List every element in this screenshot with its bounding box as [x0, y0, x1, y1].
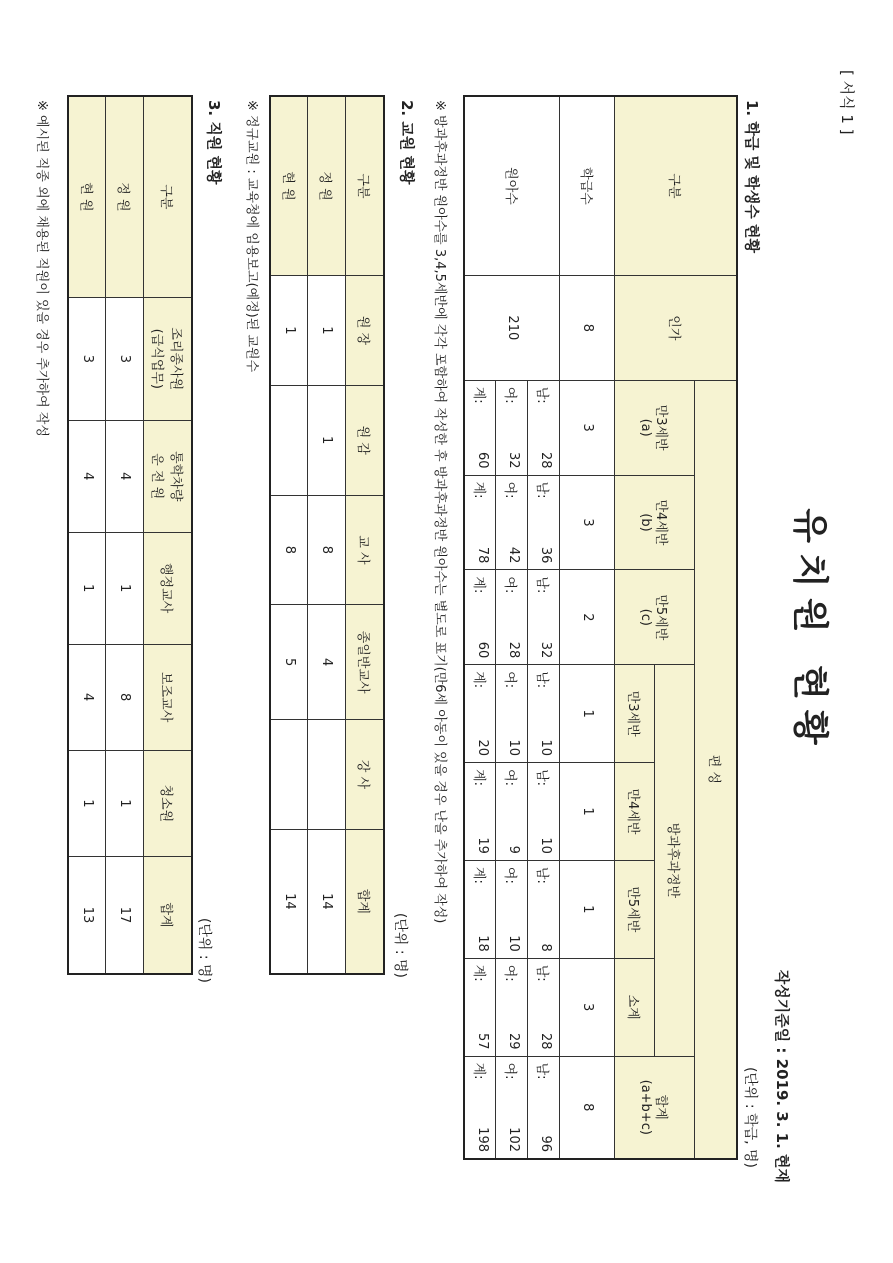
students-inga: 210 — [464, 275, 560, 380]
teacher-header-director: 원 장 — [346, 276, 384, 386]
students-age3-t: 계: 60 — [464, 380, 496, 475]
section2-unit: (단위 : 명) — [392, 912, 408, 978]
form-number: [ 서식 1 ] — [838, 70, 856, 135]
section1-heading: 1. 학급 및 학생수 현황 — [743, 100, 761, 253]
students-after-age3-f: 여: 10 — [496, 665, 528, 763]
staff-row-label: 정 원 — [106, 96, 144, 297]
header-age4: 만4세반 (b) — [615, 475, 695, 570]
students-age5-f: 여: 28 — [496, 570, 528, 665]
class-after-age5: 1 — [560, 860, 615, 958]
teacher-cell: 14 — [270, 829, 308, 974]
students-subtotal-m: 남: 28 — [528, 958, 560, 1056]
section2-heading: 2. 교원 현황 — [398, 100, 416, 185]
teacher-cell — [308, 720, 346, 830]
teacher-header-lecturer: 강 사 — [346, 720, 384, 830]
students-age4-t: 계: 78 — [464, 475, 496, 570]
students-age4-f: 여: 42 — [496, 475, 528, 570]
students-age5-m: 남: 32 — [528, 570, 560, 665]
header-inga: 인가 — [615, 275, 737, 380]
class-age5: 2 — [560, 570, 615, 665]
students-after-age4-t: 계: 19 — [464, 763, 496, 861]
students-after-age5-m: 남: 8 — [528, 860, 560, 958]
header-after-age4: 만4세반 — [615, 763, 655, 861]
staff-header-cook: 조리종사원 (급식업무) — [144, 297, 192, 420]
section3-heading: 3. 직원 현황 — [205, 100, 223, 185]
class-total: 8 — [560, 1056, 615, 1159]
class-after-age4: 1 — [560, 763, 615, 861]
section2-note: ※ 정규교원 : 교육청에 임용보고(예정)된 교원수 — [244, 100, 259, 373]
staff-table — [67, 95, 193, 975]
staff-cell: 1 — [106, 750, 144, 856]
teacher-cell: 1 — [308, 276, 346, 386]
staff-cell: 17 — [106, 857, 144, 974]
students-total-m: 남: 96 — [528, 1056, 560, 1159]
students-total-f: 여: 102 — [496, 1056, 528, 1159]
header-after-age3: 만3세반 — [615, 665, 655, 763]
section1-note: ※ 방과후과정반 원아수를 3,4,5세반에 각각 포함하여 작성한 후 방과후과정반 원아수는 별도로 표기(만6세 아동이 있을 경우 난을 추가하여 작성) — [432, 100, 447, 924]
students-subtotal-t: 계: 57 — [464, 958, 496, 1056]
header-after-age5: 만5세반 — [615, 860, 655, 958]
teacher-cell: 5 — [270, 605, 308, 720]
header-pyeonseong: 편 성 — [695, 380, 737, 1159]
students-age3-m: 남: 28 — [528, 380, 560, 475]
staff-cell: 1 — [68, 750, 106, 856]
staff-cell: 8 — [106, 644, 144, 750]
teacher-cell — [270, 385, 308, 495]
students-age5-t: 계: 60 — [464, 570, 496, 665]
base-date: 작성기준일 : 2019. 3. 1. 현재 — [773, 969, 791, 1183]
class-after-age3: 1 — [560, 665, 615, 763]
teacher-header-total: 합계 — [346, 829, 384, 974]
class-subtotal: 3 — [560, 958, 615, 1056]
class-age3: 3 — [560, 380, 615, 475]
teacher-header-vice-director: 원 감 — [346, 385, 384, 495]
teacher-header-teacher: 교 사 — [346, 495, 384, 605]
teacher-header-fullday: 종일반교사 — [346, 605, 384, 720]
students-after-age3-t: 계: 20 — [464, 665, 496, 763]
teacher-cell: 8 — [308, 495, 346, 605]
page-title: 유치원 현황 — [789, 508, 830, 755]
class-inga: 8 — [560, 275, 615, 380]
students-after-age4-m: 남: 10 — [528, 763, 560, 861]
students-total-t: 계: 198 — [464, 1056, 496, 1159]
students-subtotal-f: 여: 29 — [496, 958, 528, 1056]
students-age3-f: 여: 32 — [496, 380, 528, 475]
teacher-cell: 4 — [308, 605, 346, 720]
staff-cell: 4 — [68, 644, 106, 750]
staff-cell: 1 — [106, 532, 144, 644]
class-student-table — [463, 95, 738, 1160]
students-after-age5-f: 여: 10 — [496, 860, 528, 958]
row-label-class: 학급수 — [560, 96, 615, 275]
staff-cell: 3 — [106, 297, 144, 420]
teacher-cell: 14 — [308, 829, 346, 974]
teacher-cell: 1 — [308, 385, 346, 495]
staff-cell: 13 — [68, 857, 106, 974]
teacher-row-label: 정 원 — [308, 96, 346, 276]
teacher-cell: 1 — [270, 276, 308, 386]
row-label-students: 원아수 — [464, 96, 560, 275]
header-age3: 만3세반 (a) — [615, 380, 695, 475]
students-after-age3-m: 남: 10 — [528, 665, 560, 763]
staff-cell: 4 — [68, 420, 106, 532]
teacher-row-label: 현 원 — [270, 96, 308, 276]
teacher-table — [269, 95, 385, 975]
section1-unit: (단위 : 학급, 명) — [742, 1066, 758, 1168]
students-after-age4-f: 여: 9 — [496, 763, 528, 861]
staff-header-gubun: 구분 — [144, 96, 192, 297]
staff-cell: 3 — [68, 297, 106, 420]
staff-header-admin: 행정교사 — [144, 532, 192, 644]
header-age5: 만5세반 (c) — [615, 570, 695, 665]
header-total: 합계 (a+b+c) — [615, 1056, 695, 1159]
students-age4-m: 남: 36 — [528, 475, 560, 570]
class-age4: 3 — [560, 475, 615, 570]
staff-header-total: 합계 — [144, 857, 192, 974]
teacher-cell — [270, 720, 308, 830]
staff-header-driver: 통학차량 운 전 원 — [144, 420, 192, 532]
staff-header-assistant: 보조교사 — [144, 644, 192, 750]
staff-cell: 4 — [106, 420, 144, 532]
teacher-cell: 8 — [270, 495, 308, 605]
header-after: 방과후과정반 — [655, 665, 695, 1056]
staff-row-label: 현 원 — [68, 96, 106, 297]
staff-cell: 1 — [68, 532, 106, 644]
header-subtotal: 소계 — [615, 958, 655, 1056]
staff-header-cleaner: 청소원 — [144, 750, 192, 856]
teacher-header-gubun: 구분 — [346, 96, 384, 276]
header-gubun: 구분 — [615, 96, 737, 275]
students-after-age5-t: 계: 18 — [464, 860, 496, 958]
section3-unit: (단위 : 명) — [196, 917, 212, 983]
section3-note: ※ 예시된 직종 외에 채용된 직원이 있을 경우 추가하여 작성 — [34, 100, 49, 437]
